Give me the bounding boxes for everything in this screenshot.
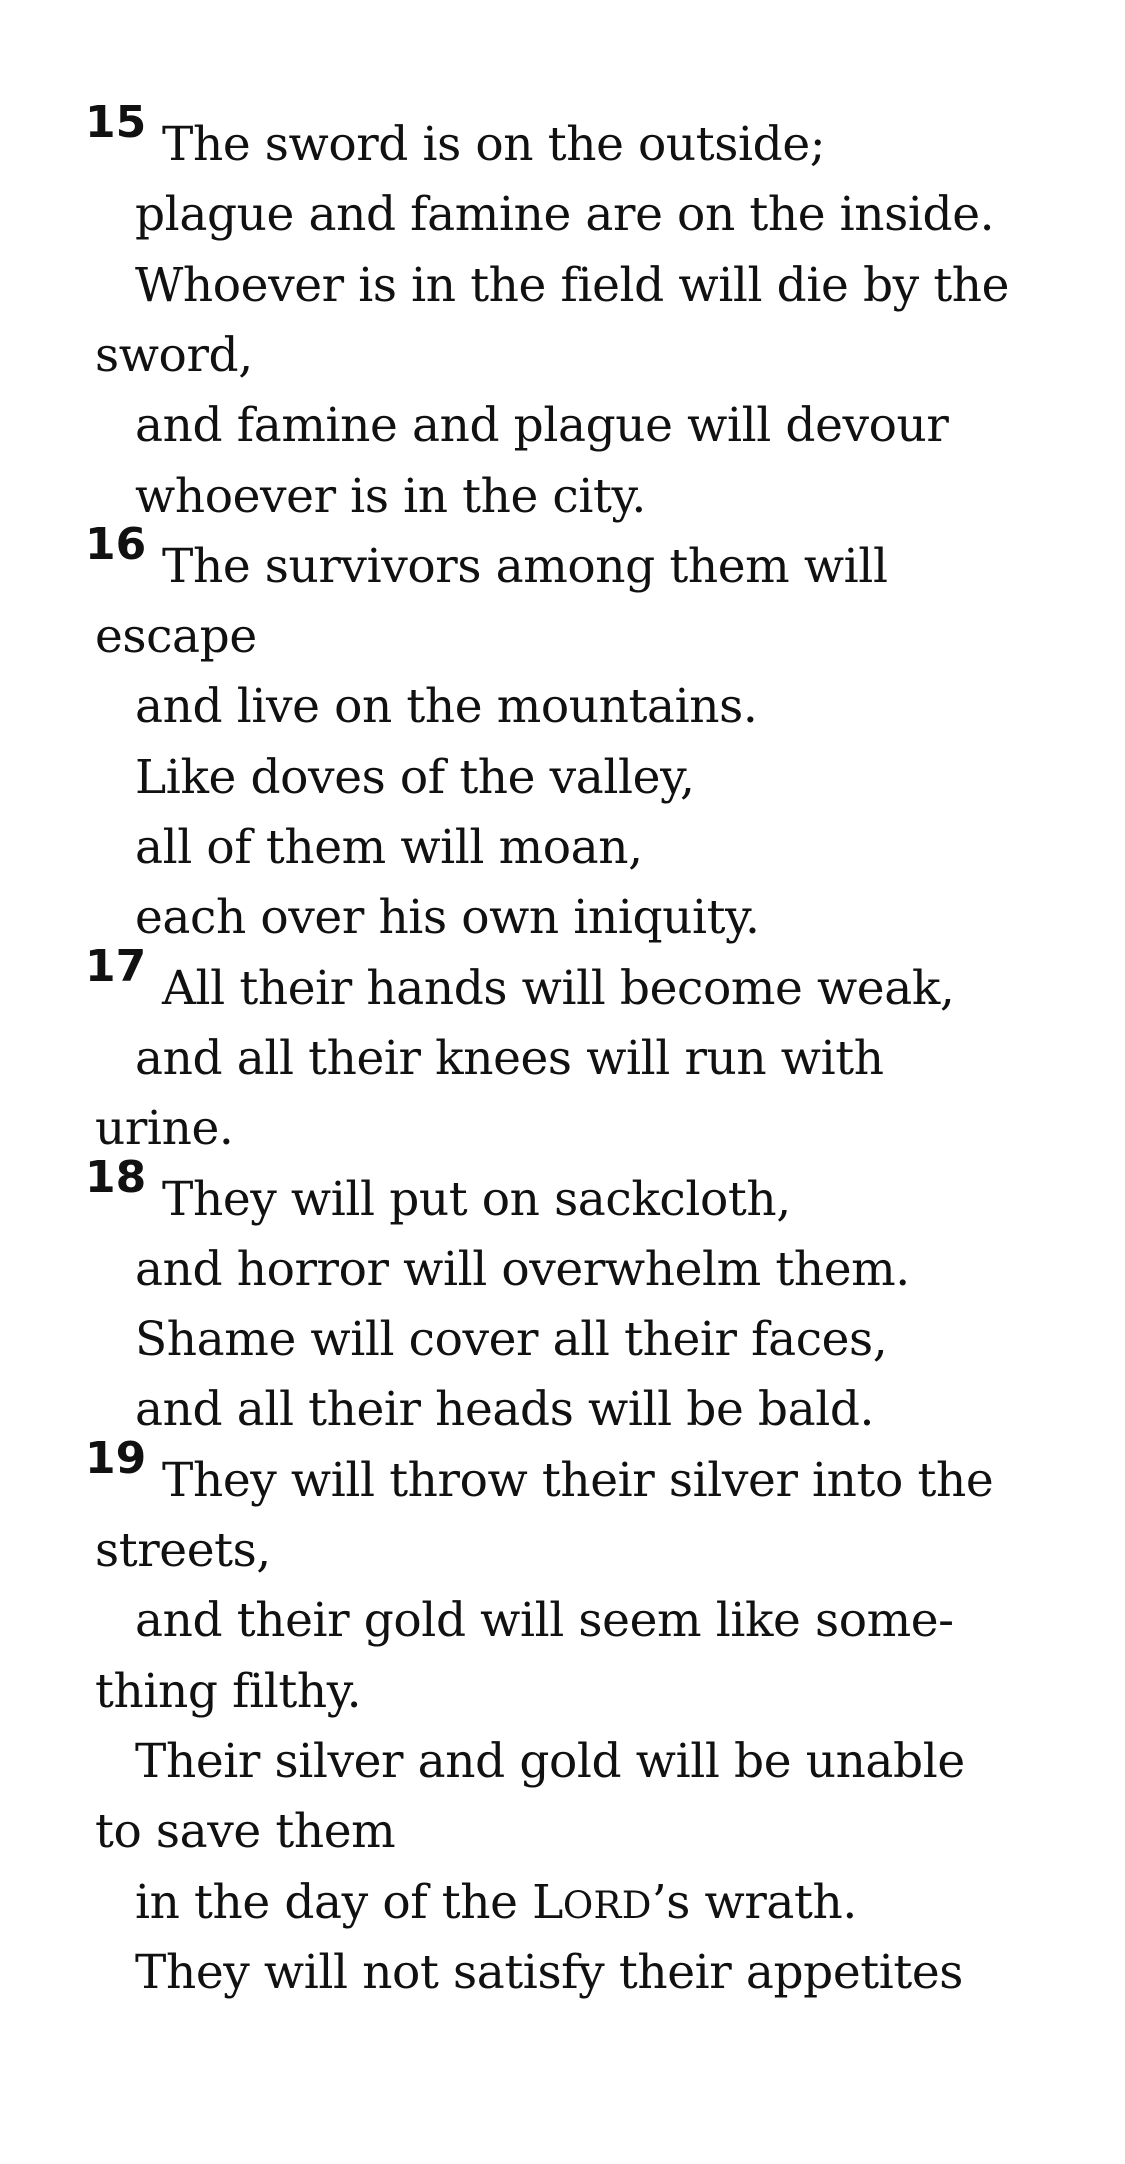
verse-line — [0, 1516, 1125, 1586]
verse-line — [0, 321, 1125, 391]
verse-text: sword, — [95, 328, 253, 383]
verse-text: and all their knees will run with — [135, 1031, 884, 1086]
verse-text: and horror will overwhelm them. — [135, 1242, 910, 1297]
verse-text-part: L — [532, 1875, 563, 1930]
verse-text: urine. — [95, 1101, 234, 1156]
verse-text: Their silver and gold will be unable — [135, 1734, 965, 1789]
verse-first-line — [0, 519, 1125, 602]
verse-line — [0, 602, 1125, 672]
verse-line — [0, 391, 1125, 461]
verse-line — [0, 1797, 1125, 1867]
verse-first-line — [0, 1152, 1125, 1235]
verse-line — [0, 1586, 1125, 1656]
verse-line — [0, 1727, 1125, 1797]
verse-number: 15 — [85, 97, 147, 148]
verse-line — [0, 180, 1125, 250]
verse-text: each over his own iniquity. — [135, 890, 760, 945]
verse-line — [0, 1235, 1125, 1305]
verse-line — [0, 1305, 1125, 1375]
verse-line — [0, 251, 1125, 321]
verse-number: 17 — [85, 941, 147, 992]
verse-first-line — [0, 97, 1125, 180]
verse-text: Shame will cover all their faces, — [135, 1312, 888, 1367]
verse-text: streets, — [95, 1523, 271, 1578]
verse-line — [0, 1657, 1125, 1727]
verse-text: They will throw their silver into the — [162, 1453, 994, 1508]
verse-text: All their hands will become weak, — [162, 961, 955, 1016]
verse-line — [0, 1938, 1125, 2008]
verse-text: The survivors among them will — [162, 539, 888, 594]
verse-line — [0, 462, 1125, 532]
verse-line — [0, 813, 1125, 883]
verse-line — [0, 672, 1125, 742]
verse-text: Whoever is in the field will die by the — [135, 258, 1010, 313]
verse-number: 18 — [85, 1152, 147, 1203]
verse-text: They will not satisfy their appetites — [135, 1945, 964, 2000]
verse-text: escape — [95, 609, 257, 664]
verse-text: and their gold will seem like some- — [135, 1593, 954, 1648]
verse-text: Like doves of the valley, — [135, 750, 695, 805]
verse-line — [0, 1024, 1125, 1094]
verse-number: 16 — [85, 519, 147, 570]
verse-text-part: ’s wrath. — [651, 1875, 857, 1930]
verse-line — [0, 743, 1125, 813]
verse-text: They will put on sackcloth, — [162, 1172, 791, 1227]
verse-line — [0, 883, 1125, 953]
verse-text: and famine and plague will devour — [135, 398, 949, 453]
verse-text-part: in the day of the — [135, 1875, 533, 1930]
verse-first-line — [0, 941, 1125, 1024]
verse-text: thing filthy. — [95, 1664, 362, 1719]
verse-text: whoever is in the city. — [135, 469, 646, 524]
verse-first-line — [0, 1433, 1125, 1516]
verse-text: and live on the mountains. — [135, 679, 758, 734]
verse-text — [135, 1868, 857, 1941]
verse-text: plague and famine are on the inside. — [135, 187, 995, 242]
verse-line — [0, 1094, 1125, 1164]
divine-name-smallcaps: ORD — [562, 1884, 652, 1927]
verse-line — [0, 1375, 1125, 1445]
verse-text: all of them will moan, — [135, 820, 643, 875]
verse-line — [0, 1868, 1125, 1938]
verse-text: The sword is on the outside; — [162, 117, 826, 172]
verse-text: to save them — [95, 1804, 396, 1859]
verse-number: 19 — [85, 1433, 147, 1484]
verse-text: and all their heads will be bald. — [135, 1382, 875, 1437]
